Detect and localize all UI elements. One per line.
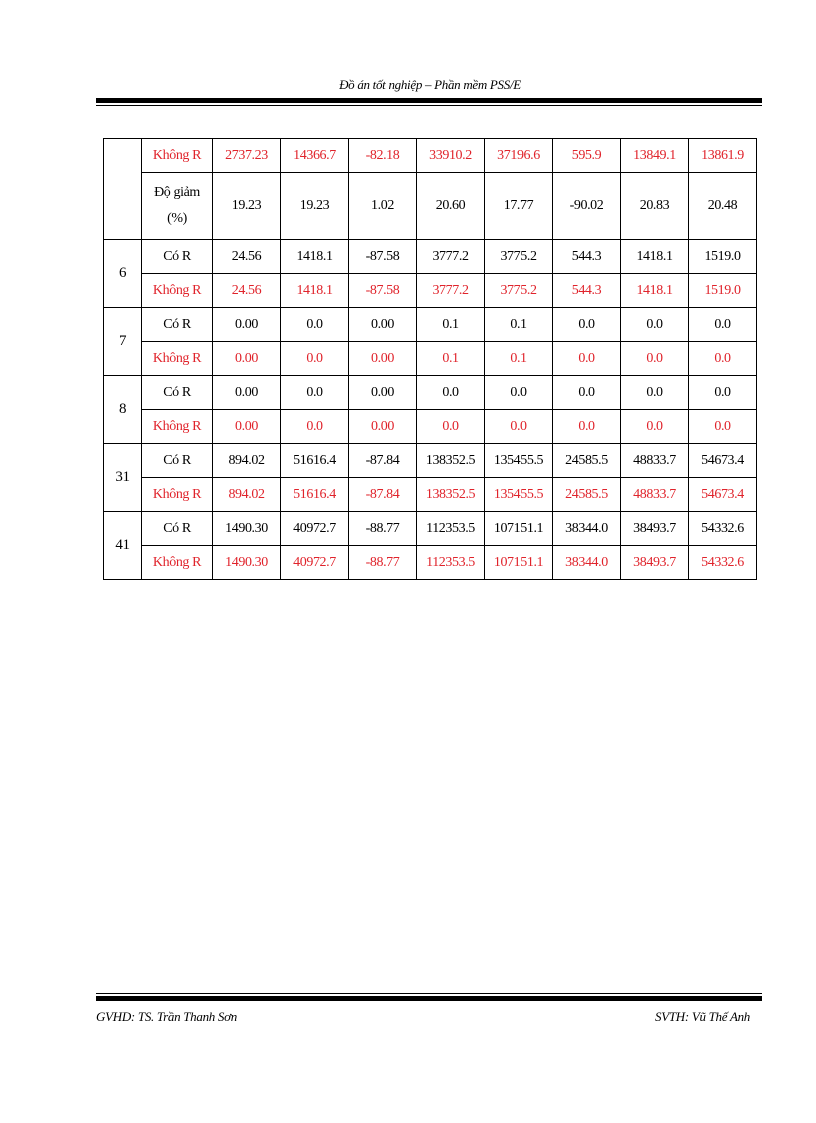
- document-header-title: Đồ án tốt nghiệp – Phần mềm PSS/E: [339, 77, 521, 92]
- value-cell: 544.3: [553, 274, 621, 308]
- value-cell: 107151.1: [485, 512, 553, 546]
- value-cell: 0.0: [689, 376, 757, 410]
- value-cell: 48833.7: [621, 478, 689, 512]
- value-cell: 1490.30: [213, 512, 281, 546]
- value-cell: 112353.5: [417, 546, 485, 580]
- value-cell: 24.56: [213, 240, 281, 274]
- value-cell: 37196.6: [485, 139, 553, 173]
- table-row: [104, 274, 757, 308]
- value-cell: -88.77: [349, 546, 417, 580]
- value-cell: 2737.23: [213, 139, 281, 173]
- value-cell: 1418.1: [621, 274, 689, 308]
- value-cell: -82.18: [349, 139, 417, 173]
- value-cell: 0.00: [349, 376, 417, 410]
- table-row: [104, 512, 757, 546]
- do-giam-label-line2: (%): [167, 211, 187, 226]
- value-cell: 0.00: [213, 410, 281, 444]
- value-cell: 0.0: [621, 410, 689, 444]
- group-id-cell: 7: [104, 308, 142, 376]
- value-cell: 54673.4: [689, 444, 757, 478]
- value-cell: 38493.7: [621, 546, 689, 580]
- value-cell: -88.77: [349, 512, 417, 546]
- value-cell: 1418.1: [281, 274, 349, 308]
- value-cell: 19.23: [281, 173, 349, 240]
- value-cell: 0.0: [553, 308, 621, 342]
- do-giam-label-line1: Độ giảm: [154, 185, 200, 200]
- value-cell: 0.0: [417, 376, 485, 410]
- value-cell: 19.23: [213, 173, 281, 240]
- group-id-cell: 8: [104, 376, 142, 444]
- row-label-khong-r: Không R: [142, 546, 213, 580]
- value-cell: 0.00: [349, 342, 417, 376]
- value-cell: 0.0: [621, 376, 689, 410]
- value-cell: 135455.5: [485, 478, 553, 512]
- value-cell: 0.0: [553, 376, 621, 410]
- table-row: [104, 444, 757, 478]
- table-row: [104, 173, 757, 240]
- value-cell: 33910.2: [417, 139, 485, 173]
- value-cell: 3777.2: [417, 240, 485, 274]
- value-cell: 13861.9: [689, 139, 757, 173]
- value-cell: 54332.6: [689, 546, 757, 580]
- value-cell: 51616.4: [281, 478, 349, 512]
- value-cell: 0.00: [349, 308, 417, 342]
- value-cell: 20.60: [417, 173, 485, 240]
- row-label-do-giam: [142, 173, 213, 240]
- value-cell: 544.3: [553, 240, 621, 274]
- row-label-co-r: Có R: [142, 240, 213, 274]
- value-cell: 38344.0: [553, 512, 621, 546]
- value-cell: 0.1: [485, 308, 553, 342]
- value-cell: 0.0: [281, 308, 349, 342]
- value-cell: 1418.1: [281, 240, 349, 274]
- value-cell: 0.00: [213, 376, 281, 410]
- value-cell: 0.0: [621, 342, 689, 376]
- value-cell: 1519.0: [689, 240, 757, 274]
- value-cell: -90.02: [553, 173, 621, 240]
- value-cell: 1519.0: [689, 274, 757, 308]
- value-cell: 1.02: [349, 173, 417, 240]
- value-cell: 24.56: [213, 274, 281, 308]
- table-row: [104, 410, 757, 444]
- value-cell: 20.83: [621, 173, 689, 240]
- value-cell: 24585.5: [553, 478, 621, 512]
- value-cell: 0.0: [621, 308, 689, 342]
- value-cell: 0.0: [485, 376, 553, 410]
- value-cell: 0.0: [553, 342, 621, 376]
- group-id-cell: 41: [104, 512, 142, 580]
- value-cell: 40972.7: [281, 546, 349, 580]
- value-cell: 13849.1: [621, 139, 689, 173]
- header-rule-thin: [96, 105, 762, 106]
- value-cell: -87.58: [349, 240, 417, 274]
- value-cell: 595.9: [553, 139, 621, 173]
- value-cell: 894.02: [213, 444, 281, 478]
- value-cell: 48833.7: [621, 444, 689, 478]
- value-cell: 1490.30: [213, 546, 281, 580]
- row-label-co-r: Có R: [142, 512, 213, 546]
- value-cell: 24585.5: [553, 444, 621, 478]
- value-cell: 894.02: [213, 478, 281, 512]
- value-cell: 0.1: [417, 308, 485, 342]
- value-cell: 1418.1: [621, 240, 689, 274]
- value-cell: 38344.0: [553, 546, 621, 580]
- value-cell: 138352.5: [417, 478, 485, 512]
- table-row: [104, 478, 757, 512]
- group-id-cell: [104, 139, 142, 240]
- table-row: [104, 342, 757, 376]
- table-row: [104, 376, 757, 410]
- results-table: [103, 138, 757, 580]
- value-cell: 40972.7: [281, 512, 349, 546]
- row-label-co-r: Có R: [142, 376, 213, 410]
- value-cell: 0.0: [689, 410, 757, 444]
- table-row: [104, 546, 757, 580]
- footer-student: SVTH: Vũ Thế Anh: [655, 1009, 750, 1024]
- row-label-khong-r: Không R: [142, 410, 213, 444]
- row-label-khong-r: Không R: [142, 478, 213, 512]
- value-cell: 0.0: [281, 342, 349, 376]
- value-cell: 0.1: [485, 342, 553, 376]
- value-cell: 38493.7: [621, 512, 689, 546]
- value-cell: 0.0: [553, 410, 621, 444]
- row-label-khong-r: Không R: [142, 342, 213, 376]
- value-cell: 0.00: [349, 410, 417, 444]
- footer-rule-thin: [96, 993, 762, 994]
- value-cell: -87.58: [349, 274, 417, 308]
- value-cell: 3777.2: [417, 274, 485, 308]
- group-id-cell: 6: [104, 240, 142, 308]
- value-cell: 17.77: [485, 173, 553, 240]
- row-label-co-r: Có R: [142, 308, 213, 342]
- value-cell: 51616.4: [281, 444, 349, 478]
- value-cell: 0.0: [689, 308, 757, 342]
- value-cell: 3775.2: [485, 274, 553, 308]
- value-cell: 0.0: [689, 342, 757, 376]
- value-cell: 0.0: [281, 376, 349, 410]
- row-label-co-r: Có R: [142, 444, 213, 478]
- table-row: [104, 139, 757, 173]
- value-cell: 54332.6: [689, 512, 757, 546]
- value-cell: 54673.4: [689, 478, 757, 512]
- value-cell: 0.0: [281, 410, 349, 444]
- header-rule-thick: [96, 98, 762, 103]
- value-cell: -87.84: [349, 478, 417, 512]
- group-id-cell: 31: [104, 444, 142, 512]
- value-cell: 112353.5: [417, 512, 485, 546]
- value-cell: 0.00: [213, 308, 281, 342]
- value-cell: 107151.1: [485, 546, 553, 580]
- value-cell: -87.84: [349, 444, 417, 478]
- row-label-khong-r: Không R: [142, 139, 213, 173]
- value-cell: 14366.7: [281, 139, 349, 173]
- value-cell: 0.0: [485, 410, 553, 444]
- value-cell: 0.00: [213, 342, 281, 376]
- table-row: [104, 308, 757, 342]
- value-cell: 20.48: [689, 173, 757, 240]
- table-row: [104, 240, 757, 274]
- value-cell: 0.0: [417, 410, 485, 444]
- row-label-khong-r: Không R: [142, 274, 213, 308]
- footer-supervisor: GVHD: TS. Trần Thanh Sơn: [96, 1009, 237, 1024]
- value-cell: 135455.5: [485, 444, 553, 478]
- footer-rule-thick: [96, 996, 762, 1001]
- value-cell: 3775.2: [485, 240, 553, 274]
- value-cell: 138352.5: [417, 444, 485, 478]
- value-cell: 0.1: [417, 342, 485, 376]
